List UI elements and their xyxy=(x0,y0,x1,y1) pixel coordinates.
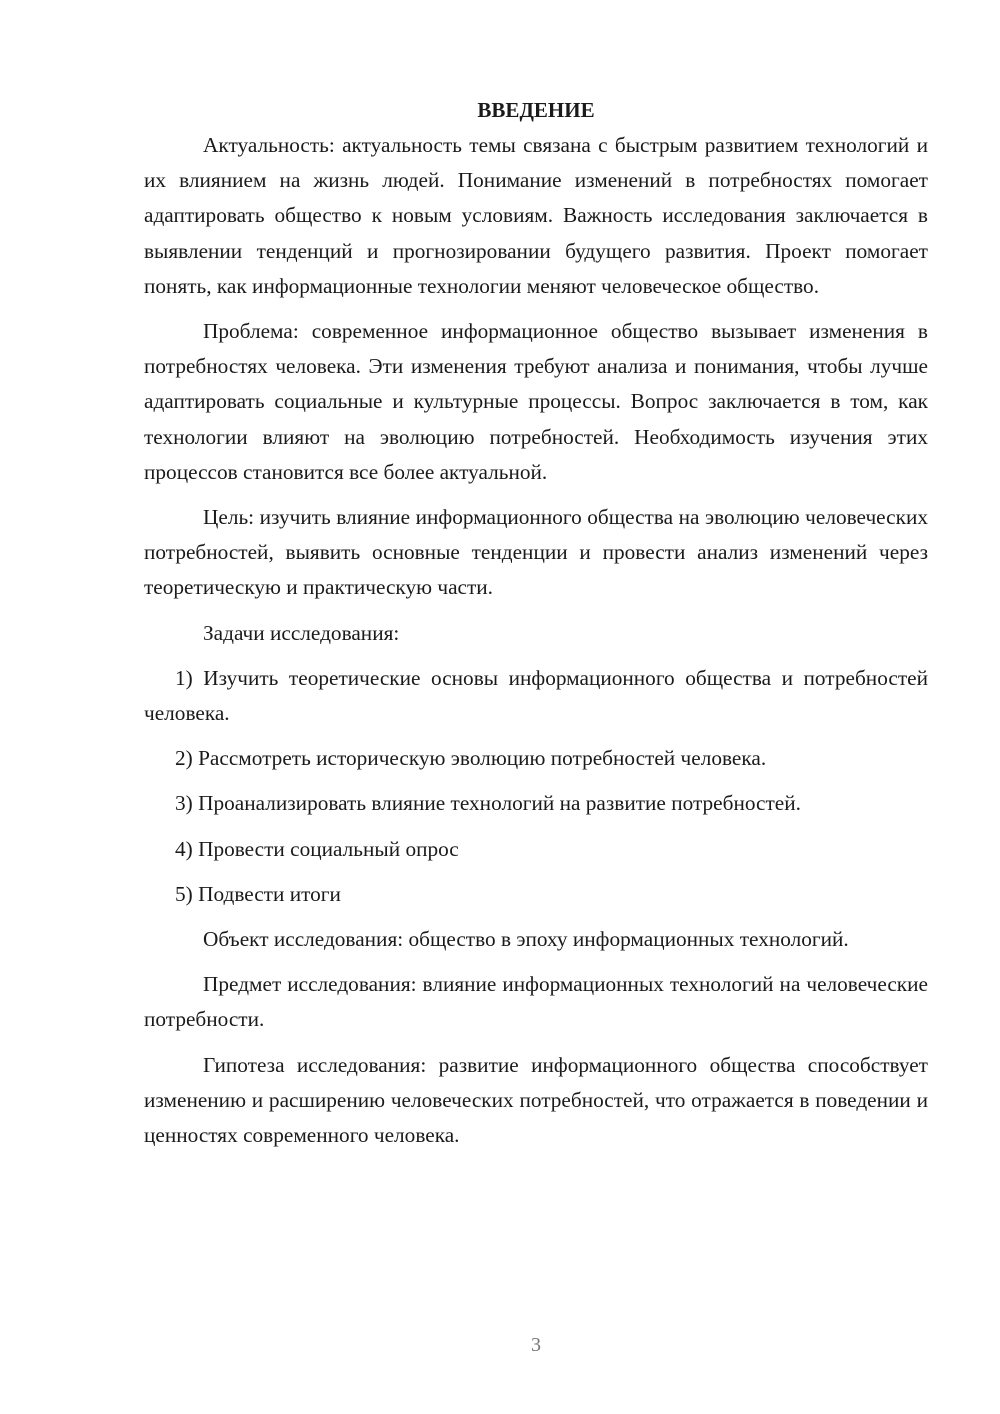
paragraph-object: Объект исследования: общество в эпоху информационных технологий. xyxy=(203,927,849,952)
paragraph-problem: Проблема: современное информационное общество вызывает изменения в потребностях человека. Эти изменения требуют анализа и понимания, чтобы лучше адаптировать социальные и культурные процессы. Вопрос заключается в том, как технологии влияют на эволюцию потребностей. Необходимость изучения этих процессов становится все более актуальной. xyxy=(144,319,928,484)
tasks-heading: Задачи исследования: xyxy=(203,620,400,645)
page-content xyxy=(144,92,928,1163)
paragraph-relevance: Актуальность: актуальность темы связана с быстрым развитием технологий и их влиянием на жизнь людей. Понимание изменений в потребностях помогает адаптировать общество к новым условиям. Важность исследования заключается в выявлении тенденций и прогнозировании будущего развития. Проект помогает понять, как информационные технологии меняют человеческое общество. xyxy=(144,133,928,298)
paragraph-goal: Цель: изучить влияние информационного общества на эволюцию человеческих потребностей, выявить основные тенденции и провести анализ изменений через теоретическую и практическую части. xyxy=(144,505,928,600)
paragraph-hypothesis: Гипотеза исследования: развитие информационного общества способствует изменению и расширению человеческих потребностей, что отражается в поведении и ценностях современного человека. xyxy=(144,1052,928,1148)
task-item-4: 4) Провести социальный опрос xyxy=(175,836,459,861)
task-item-1: 1) Изучить теоретические основы информационного общества и потребностей человека. xyxy=(144,665,928,726)
page-title: ВВЕДЕНИЕ xyxy=(477,98,595,122)
task-item-2: 2) Рассмотреть историческую эволюцию потребностей человека. xyxy=(175,746,767,771)
page-number: 3 xyxy=(531,1334,541,1356)
task-item-5: 5) Подвести итоги xyxy=(175,881,341,906)
task-item-3: 3) Проанализировать влияние технологий на развитие потребностей. xyxy=(175,791,801,816)
paragraph-subject: Предмет исследования: влияние информационных технологий на человеческие потребности. xyxy=(144,972,928,1032)
